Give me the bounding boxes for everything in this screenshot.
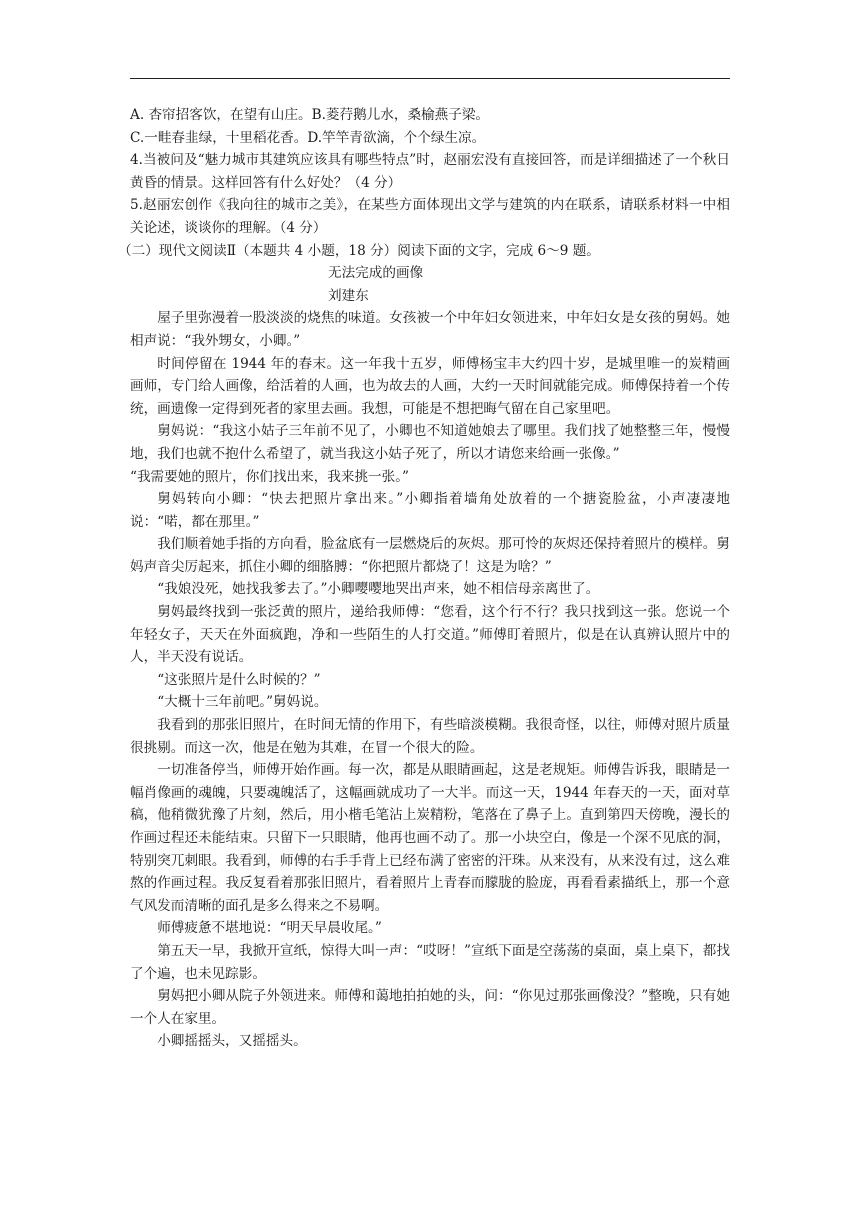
question-5: 5.赵丽宏创作《我向往的城市之美》，在某些方面体现出文学与建筑的内在联系，请联系材料一中相关论述，谈谈你的理解。（4 分） bbox=[130, 197, 730, 236]
story-author: 刘建东 bbox=[328, 287, 369, 304]
paragraph: “我娘没死，她找我爹去了。”小卿嘤嘤地哭出声来，她不相信母亲离世了。 bbox=[157, 581, 600, 598]
paragraph: 舅妈转向小卿：“快去把照片拿出来。”小卿指着墙角处放着的一个搪瓷脸盆，小声凄凄地说：“喏，都在那里。” bbox=[130, 491, 730, 530]
paragraph: 一切准备停当，师傅开始作画。每一次，都是从眼睛画起，这是老规矩。师傅告诉我，眼睛是一幅肖像画的魂魄，只要魂魄活了，这幅画就成功了一大半。而这一天，1944 年春天的一天，面对草稿，他稍微犹豫了片刻，然后，用小楷毛笔沾上炭精粉，笔落在了鼻子上。直到第四天傍晚，漫长的作画过程还未能结束。只留下一只眼睛，他再也画不动了。那一小块空白，像是一个深不见底的洞，特别突兀刺眼。我看到，师傅的右手手背上已经布满了密密的汗珠。从来没有，从来没有过，这么难熬的作画过程。我反复看着那张旧照片，看着照片上青春而朦胧的脸庞，再看看素描纸上，那一个意气风发而清晰的面孔是多么得来之不易啊。 bbox=[130, 762, 730, 914]
paragraph: 时间停留在 1944 年的春末。这一年我十五岁，师傅杨宝丰大约四十岁，是城里唯一的炭精画画师，专门给人画像，给活着的人画，也为故去的人画，大约一天时间就能完成。师傅保持着一个传统，画遗像一定得到死者的家里去画。我想，可能是不想把晦气留在自己家里吧。 bbox=[130, 355, 730, 417]
paragraph: 舅妈把小卿从院子外领进来。师傅和蔼地拍拍她的头，问：“你见过那张画像没？”整晚，只有她一个人在家里。 bbox=[130, 988, 730, 1027]
options-ab: A. 杏帘招客饮，在望有山庄。B.菱荇鹅儿水，桑榆燕子梁。 bbox=[130, 107, 490, 123]
paragraph: 我们顺着她手指的方向看，脸盆底有一层燃烧后的灰烬。那可怜的灰烬还保持着照片的模样。舅妈声音尖厉起来，抓住小卿的细胳膊：“你把照片都烧了！这是为啥？” bbox=[130, 536, 730, 575]
section-heading: （二）现代文阅读Ⅱ（本题共 4 小题，18 分）阅读下面的文字，完成 6～9 题。 bbox=[118, 242, 600, 259]
paragraph: 舅妈最终找到一张泛黄的照片，递给我师傅：“您看，这个行不行？我只找到这一张。您说一个年轻女子，天天在外面疯跑，净和一些陌生的人打交道。”师傅盯着照片，似是在认真辨认照片中的人，半天没有说话。 bbox=[130, 604, 730, 666]
paragraph: “我需要她的照片，你们找出来，我来挑一张。” bbox=[130, 468, 409, 485]
story-title: 无法完成的画像 bbox=[328, 265, 424, 282]
question-4: 4.当被问及“魅力城市其建筑应该具有哪些特点”时，赵丽宏没有直接回答，而是详细描述了一个秋日黄昏的情景。这样回答有什么好处？（4 分） bbox=[130, 152, 730, 191]
paragraph: 屋子里弥漫着一股淡淡的烧焦的味道。女孩被一个中年妇女领进来，中年妇女是女孩的舅妈。她相声说：“我外甥女，小卿。” bbox=[130, 310, 730, 349]
paragraph: “这张照片是什么时候的？” bbox=[157, 671, 321, 688]
paragraph: “大概十三年前吧。”舅妈说。 bbox=[157, 694, 328, 711]
document-body bbox=[118, 104, 730, 1053]
paragraph: 舅妈说：“我这小姑子三年前不见了，小卿也不知道她娘去了哪里。我们找了她整整三年，慢慢地，我们也就不抱什么希望了，就当我这小姑子死了，所以才请您来给画一张像。” bbox=[130, 423, 730, 462]
options-cd: C.一畦春韭绿，十里稻花香。D.竿竿青欲滴，个个绿生凉。 bbox=[130, 129, 486, 146]
header-rule bbox=[130, 78, 730, 79]
paragraph: 我看到的那张旧照片，在时间无情的作用下，有些暗淡模糊。我很奇怪，以往，师傅对照片质量很挑剔。而这一次，他是在勉为其难，在冒一个很大的险。 bbox=[130, 717, 730, 756]
paragraph: 第五天一早，我掀开宣纸，惊得大叫一声：“哎呀！”宣纸下面是空荡荡的桌面，桌上桌下，都找了个遍，也未见踪影。 bbox=[130, 942, 730, 982]
paragraph: 小卿摇摇头，又摇摇头。 bbox=[157, 1033, 307, 1050]
paragraph: 师傅疲惫不堪地说：“明天早晨收尾。” bbox=[157, 920, 382, 937]
